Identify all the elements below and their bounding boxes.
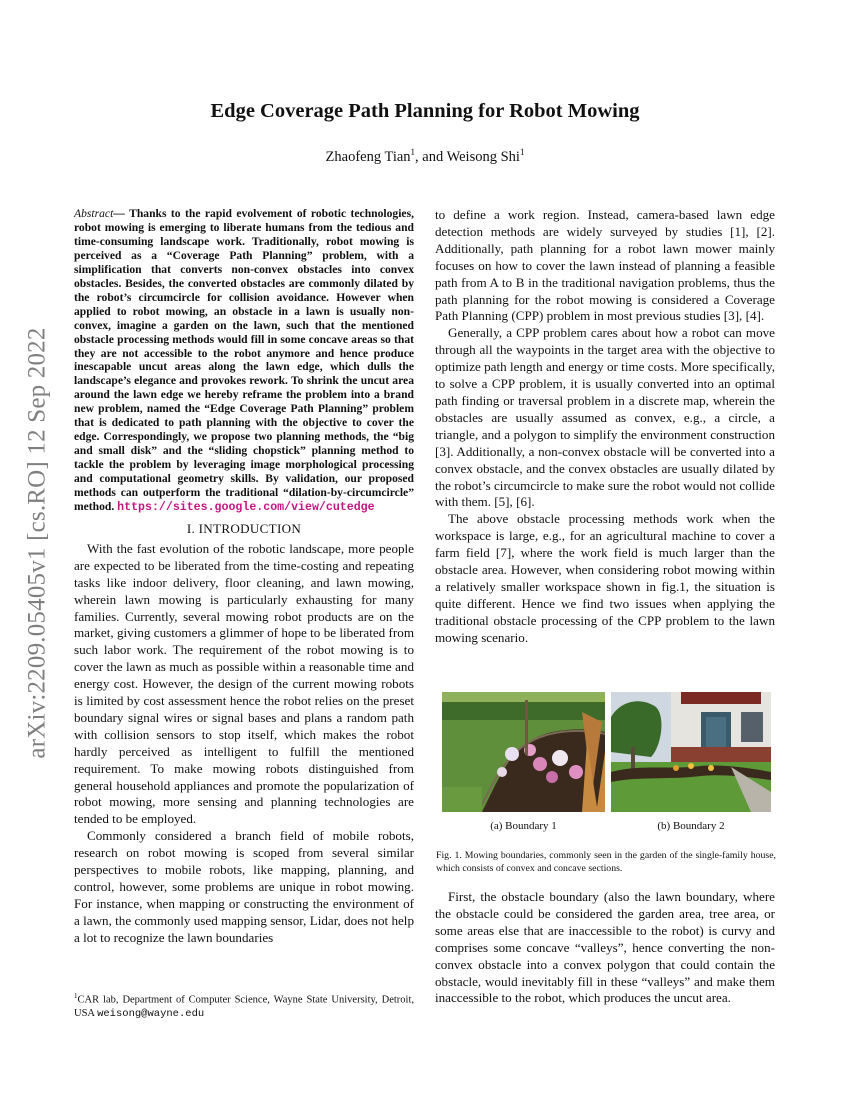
abstract-lead: Abstract: [74, 207, 114, 220]
abstract: [74, 207, 414, 515]
footnote-email[interactable]: weisong@wayne.edu: [97, 1007, 205, 1020]
author-1: Zhaofeng Tian: [325, 148, 411, 165]
author-separator: , and: [415, 148, 447, 165]
intro-paragraph-2: Commonly considered a branch field of mobile robots, research on robot mowing is scoped from several similar perspectives to mobile robots, like mapping, planning, and control, however, some problems are unique in robot mowing. For instance, when mapping or constructing the environment of a lawn, the commonly used mapping sensor, Lidar, does not help a lot to recognize the lawn boundaries: [74, 828, 414, 945]
right-paragraph-2: Generally, a CPP problem cares about how a robot can move through all the waypoints in the target area with the objective to optimize path length and energy or time costs. More specifically, to solve a CPP problem, it is usually converted into an optimal path finding or traversal problem in a discrete map, wherein the obstacles are usually assumed as convex, e.g., a circle, a triangle, and a polygon to simplify the environment construction [3]. Additionally, a non-convex obstacle will be converted into a convex obstacle, and the convex obstacles are usually dilated by the robot’s circumcircle to make sure the robot would not collide with them. [5], [6].: [435, 325, 775, 510]
figure-subcaptions: [436, 820, 776, 840]
footnote-mark: 1: [74, 992, 78, 1000]
project-link[interactable]: https://sites.google.com/view/cutedge: [117, 501, 375, 515]
section-heading-introduction: I. INTRODUCTION: [186, 520, 302, 536]
footnote-text: CAR lab, Department of Computer Science, Wayne State University, Detroit, USA: [74, 994, 414, 1019]
right-paragraph-4: First, the obstacle boundary (also the lawn boundary, where the obstacle could be considered the garden area, tree area, or some areas else that are inaccessible to the robot) is curvy and comprises some concave “valleys”, hence converting the non-convex obstacle into a convex polygon that could contain the obstacle, would inevitably fill in these “valleys” and make them inaccessible to the robot, which produces the uncut area.: [435, 889, 775, 1006]
right-column-lower: [435, 889, 775, 1007]
arxiv-id-text: arXiv:2209.05405v1 [cs.RO] 12 Sep 2022: [24, 326, 52, 759]
figure-1: [436, 690, 776, 875]
subcaption-boundary-1: (a) Boundary 1: [490, 820, 557, 832]
arxiv-identifier: [22, 290, 54, 795]
author-1-affiliation: 1: [410, 147, 416, 157]
figure-caption: Fig. 1. Mowing boundaries, commonly seen in the garden of the single-family house, which consists of convex and concave sections.: [436, 850, 776, 874]
abstract-text: — Thanks to the rapid evolvement of robotic technologies, robot mowing is emerging to liberate humans from the tedious and time-consuming landscape work. Traditionally, robot mowing is perceived as a “Coverage Path Planning” problem, with a simplification that converts non-convex obstacles into convex obstacles. Besides, the converted obstacles are commonly dilated by the robot’s circumcircle for collision avoidance. However when applied to robot mowing, an obstacle in a lawn is usually non-convex, imagine a garden on the lawn, such that the mentioned obstacle processing methods would fill in some concave areas so that they are not accessible to the robot anymore and hence produce inescapable uncut areas along the lawn edge, which dulls the landscape’s elegance and provokes rework. To shrink the uncut area around the lawn edge we hereby reframe the problem into a brand new problem, named the “Edge Coverage Path Planning” problem that is dedicated to path planning with the objective to cover the edge. Correspondingly, we propose two planning methods, the “big and small disk” and the “sliding chopstick” planning method to tackle the problem by leveraging image morphological processing and computational geometry skills. By validation, our proposed methods can outperform the traditional “dilation-by-circumcircle” method.: [74, 207, 414, 514]
author-2-affiliation: 1: [519, 147, 525, 157]
left-column: [74, 207, 414, 947]
figure-images: [436, 690, 776, 812]
author-2: Weisong Shi: [446, 148, 520, 165]
boundary-1-illustration: [442, 692, 605, 812]
right-paragraph-3: The above obstacle processing methods work when the workspace is large, e.g., for an agricultural machine to cover a farm field [7], where the work field is much larger than the obstacle area. However, when considering robot mowing within a relatively smaller workspace shown in fig.1, the situation is quite different. Hence we find two issues when applying the traditional obstacle processing of the CPP problem to the lawn mowing scenario.: [435, 511, 775, 645]
affiliation-footnote: [74, 990, 414, 1021]
boundary-2-photo: [611, 692, 771, 812]
right-paragraph-1: to define a work region. Instead, camera-based lawn edge detection methods are widely surveyed by studies [1], [2]. Additionally, path planning for a robot lawn mower mainly focuses on how to cover the lawn instead of planning a feasible path from A to B in the traditional navigation problems, thus the path planning for the robot mowing is considered a Coverage Path Planning (CPP) problem in most previous studies [3], [4].: [435, 207, 775, 324]
boundary-2-illustration: [611, 692, 771, 812]
subcaption-boundary-2: (b) Boundary 2: [657, 820, 725, 832]
author-line: [0, 147, 850, 166]
paper-title: Edge Coverage Path Planning for Robot Mowing: [210, 100, 640, 122]
intro-paragraph-1: With the fast evolution of the robotic landscape, more people are expected to be liberated from the time-costing and repeating tasks like indoor delivery, floor cleaning, and lawn mowing, wherein lawn mowing is particularly exhausting for many families. Currently, several mowing robot products are on the market, giving customers a glimmer of hope to be liberated from such labor work. The requirement of the robot mowing is to cover the lawn as much as possible within a reasonable time and energy cost. However, the design of the current mowing robots is limited by cost assessment hence the robot relies on the preset boundary signal wires or signal bases and plans a random path with collision sensors to stop itself, which makes the robot hardly perceived as intelligent to fulfill the mentioned requirement. To make mowing robots distinguished from general household appliances and promote the popularization of robot mowing, more sensing and planning technologies are tended to be employed.: [74, 540, 414, 827]
boundary-1-photo: [442, 692, 605, 812]
right-column: [435, 207, 775, 647]
